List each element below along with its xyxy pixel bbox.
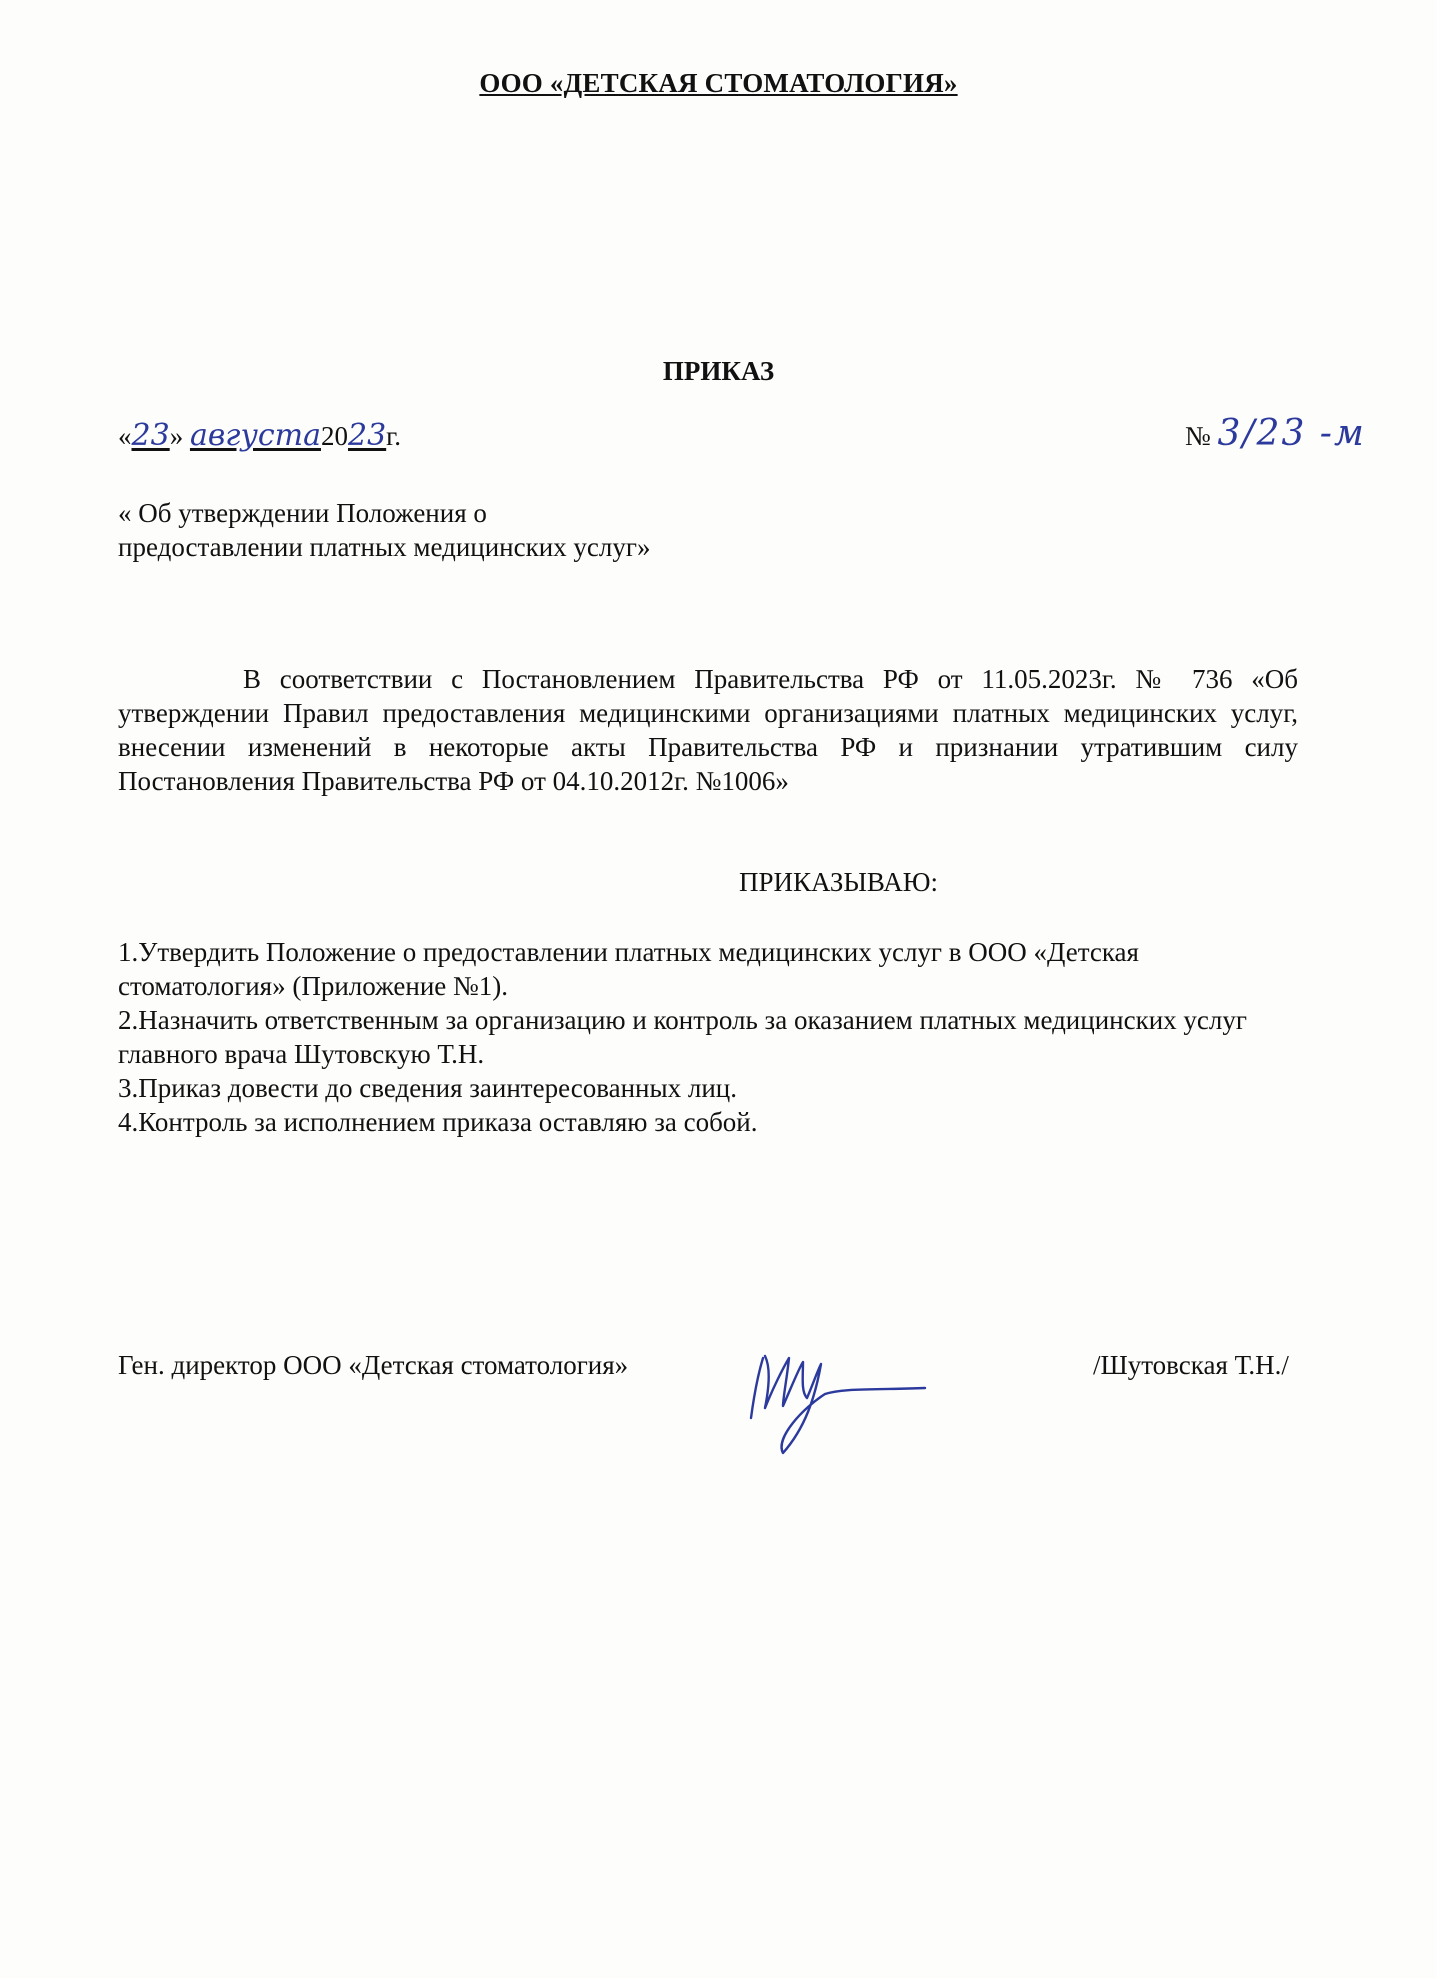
date-year-suffix: 23 bbox=[347, 418, 387, 453]
order-number bbox=[1185, 413, 1366, 454]
signature-block bbox=[118, 1350, 1318, 1460]
subject-line-1: « Об утверждении Положения о bbox=[118, 498, 487, 528]
order-number-label: № bbox=[1185, 421, 1211, 451]
signatory-name: /Шутовская Т.Н./ bbox=[1093, 1350, 1289, 1380]
organization-title: ООО «ДЕТСКАЯ СТОМАТОЛОГИЯ» bbox=[479, 68, 958, 98]
date-close-quote: » bbox=[169, 421, 184, 451]
signatory-position: Ген. директор ООО «Детская стоматология» bbox=[118, 1350, 629, 1380]
order-item: 1.Утвердить Положение о предоставлении платных медицинских услуг в ООО «Детская стоматология» (Приложение №1). bbox=[118, 937, 1139, 1001]
order-items bbox=[118, 935, 1298, 1139]
order-verb: ПРИКАЗЫВАЮ: bbox=[739, 867, 938, 897]
date-year-prefix: 20 bbox=[320, 421, 348, 451]
date-year-mark: г. bbox=[386, 421, 401, 451]
date-open-quote: « bbox=[118, 421, 132, 451]
order-number-value: 3/23 -м bbox=[1217, 413, 1366, 454]
order-item: 2.Назначить ответственным за организацию и контроль за оказанием платных медицинских услуг главного врача Шутовскую Т.Н. bbox=[118, 1005, 1247, 1069]
preamble-paragraph: В соответствии с Постановлением Правительства РФ от 11.05.2023г. № 736 «Об утверждении Правил предоставления медицинскими организациями платных медицинских услуг, внесении изменений в некоторые акты Правительства РФ и признании утратившим силу Постановления Правительства РФ от 04.10.2012г. №1006» bbox=[118, 664, 1298, 796]
subject-line-2: предоставлении платных медицинских услуг» bbox=[118, 532, 651, 562]
order-item: 4.Контроль за исполнением приказа оставляю за собой. bbox=[118, 1107, 758, 1137]
order-date bbox=[118, 418, 401, 453]
order-title: ПРИКАЗ bbox=[662, 356, 775, 386]
order-item: 3.Приказ довести до сведения заинтересованных лиц. bbox=[118, 1073, 738, 1103]
date-day: 23 bbox=[131, 418, 170, 453]
order-subject bbox=[118, 496, 818, 564]
date-month: августа bbox=[189, 418, 321, 453]
handwritten-signature bbox=[743, 1328, 928, 1458]
